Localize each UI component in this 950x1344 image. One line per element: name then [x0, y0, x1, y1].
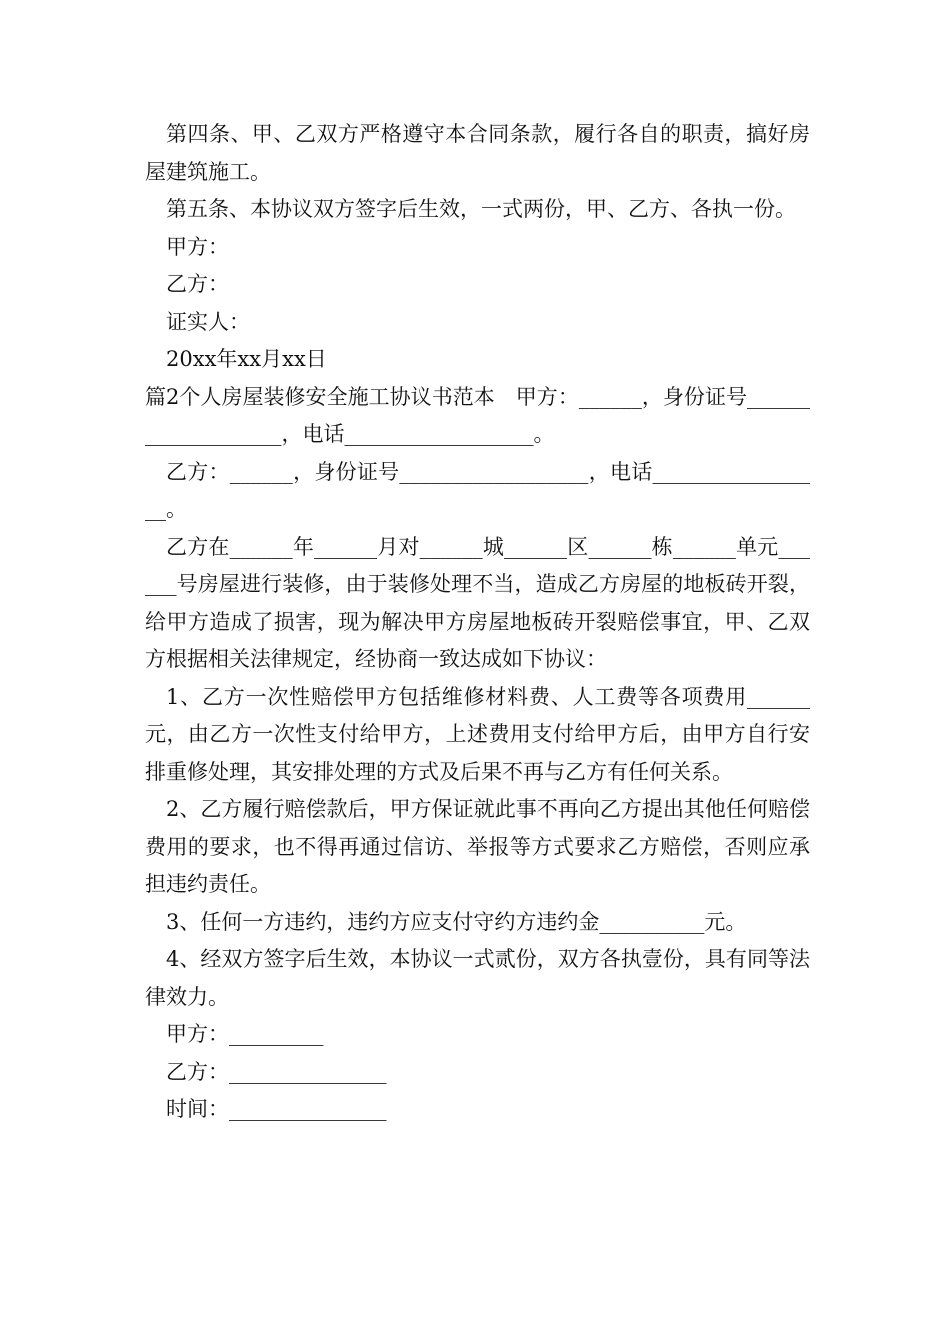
signature-time: 时间：_______________	[166, 1097, 387, 1121]
party-a-label: 甲方：	[166, 234, 229, 259]
witness-label: 证实人：	[166, 309, 250, 334]
section-2-heading: 篇2个人房屋装修安全施工协议书范本 甲方：______，身份证号___________________，电话__________________。	[145, 384, 810, 446]
party-b-label: 乙方：	[166, 272, 229, 296]
background-paragraph: 乙方在______年______月对______城______区______栋______单元______号房屋进行装修，由于装修处理不当，造成乙方房屋的地板砖开裂，给甲方造成了损害，现为解决甲方房屋地板砖开裂赔偿事宜，甲、乙双方根据相关法律规定，经协商一致达成如下协议：	[145, 534, 810, 671]
clause-2: 2、乙方履行赔偿款后，甲方保证就此事不再向乙方提出其他任何赔偿费用的要求，也不得再通过信访、举报等方式要求乙方赔偿，否则应承担违约责任。	[145, 797, 810, 896]
party-b-info: 乙方：______，身份证号__________________，电话_________________。	[145, 459, 810, 521]
clause-1: 1、乙方一次性赔偿甲方包括维修材料费、人工费等各项费用______元，由乙方一次性支付给甲方，上述费用支付给甲方后，由甲方自行安排重修处理，其安排处理的方式及后果不再与乙方有任何关系。	[145, 684, 810, 784]
clause-4: 4、经双方签字后生效，本协议一式贰份，双方各执壹份，具有同等法律效力。	[145, 947, 810, 1009]
signature-party-b: 乙方：_______________	[166, 1059, 387, 1084]
signature-party-a: 甲方：_________	[166, 1022, 324, 1046]
clause-3: 3、任何一方违约，违约方应支付守约方违约金__________元。	[166, 909, 747, 934]
document-page	[145, 116, 810, 1129]
date-line: 20xx年xx月xx日	[166, 347, 327, 371]
article-five: 第五条、本协议双方签字后生效，一式两份，甲、乙方、各执一份。	[166, 197, 796, 221]
article-four: 第四条、甲、乙双方严格遵守本合同条款，履行各自的职责，搞好房屋建筑施工。	[145, 122, 810, 184]
